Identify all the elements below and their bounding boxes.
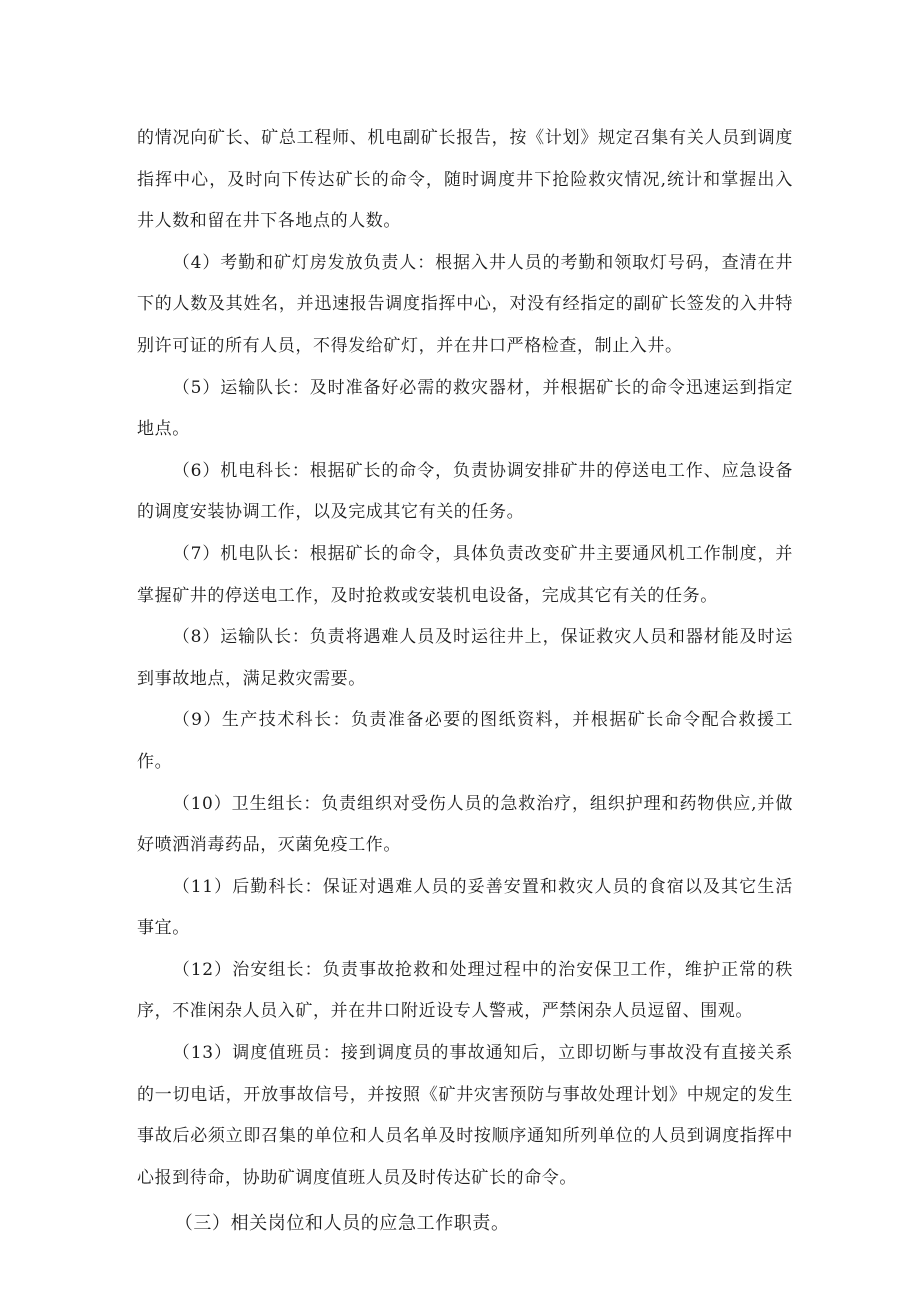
paragraph-item-7: （7）机电队长：根据矿长的命令，具体负责改变矿井主要通风机工作制度，并掌握矿井的停送电工作，及时抢救或安装机电设备，完成其它有关的任务。 bbox=[137, 543, 793, 606]
section-heading: （三）相关岗位和人员的应急工作职责。 bbox=[174, 1213, 510, 1235]
paragraph-item-4: （4）考勤和矿灯房发放负责人：根据入井人员的考勤和领取灯号码，查清在井下的人数及其姓名，并迅速报告调度指挥中心，对没有经指定的副矿长签发的入井特别许可证的所有人员，不得发给矿灯，并在井口严格检查，制止入井。 bbox=[137, 252, 793, 356]
paragraph-item-11: （11）后勤科长：保证对遇难人员的妥善安置和救灾人员的食宿以及其它生活事宜。 bbox=[137, 876, 793, 939]
paragraph-item-10: （10）卫生组长：负责组织对受伤人员的急救治疗，组织护理和药物供应,并做好喷洒消毒药品，灭菌免疫工作。 bbox=[137, 793, 793, 856]
document-body bbox=[137, 118, 793, 1245]
paragraph-item-9: （9）生产技术科长：负责准备必要的图纸资料，并根据矿长命令配合救援工作。 bbox=[137, 710, 793, 772]
paragraph-item-6: （6）机电科长：根据矿长的命令，负责协调安排矿井的停送电工作、应急设备的调度安装协调工作，以及完成其它有关的任务。 bbox=[137, 460, 793, 523]
paragraph-intro: 的情况向矿长、矿总工程师、机电副矿长报告，按《计划》规定召集有关人员到调度指挥中心，及时向下传达矿长的命令，随时调度井下抢险救灾情况,统计和掌握出入井人数和留在井下各地点的人数。 bbox=[137, 128, 793, 232]
paragraph-item-5: （5）运输队长：及时准备好必需的救灾器材，并根据矿长的命令迅速运到指定地点。 bbox=[137, 377, 793, 440]
paragraph-item-12: （12）治安组长：负责事故抢救和处理过程中的治安保卫工作，维护正常的秩序，不准闲杂人员入矿，并在井口附近设专人警戒，严禁闲杂人员逗留、围观。 bbox=[137, 959, 793, 1022]
paragraph-item-8: （8）运输队长：负责将遇难人员及时运往井上，保证救灾人员和器材能及时运到事故地点，满足救灾需要。 bbox=[137, 627, 793, 689]
paragraph-item-13: （13）调度值班员：接到调度员的事故通知后，立即切断与事故没有直接关系的一切电话，开放事故信号，并按照《矿井灾害预防与事故处理计划》中规定的发生事故后必须立即召集的单位和人员名单及时按顺序通知所列单位的人员到调度指挥中心报到待命，协助矿调度值班人员及时传达矿长的命令。 bbox=[137, 1043, 793, 1188]
